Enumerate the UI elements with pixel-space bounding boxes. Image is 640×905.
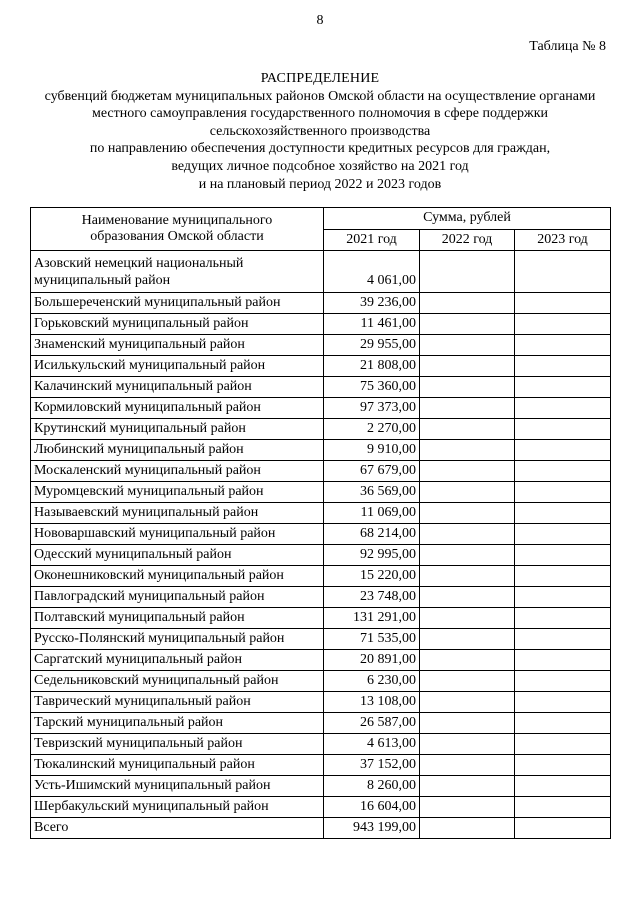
table-row bbox=[31, 734, 611, 755]
name-header-line: Наименование муниципального bbox=[81, 213, 273, 228]
amount-2022-cell bbox=[420, 734, 515, 755]
amount-2023-cell bbox=[515, 419, 611, 440]
amount-2021-cell: 71 535,00 bbox=[324, 629, 420, 650]
table-row bbox=[31, 650, 611, 671]
table-row bbox=[31, 629, 611, 650]
district-name-cell: Русско-Полянский муниципальный район bbox=[31, 629, 324, 650]
amount-2023-cell bbox=[515, 650, 611, 671]
amount-2021-cell: 37 152,00 bbox=[324, 755, 420, 776]
amount-2021-cell: 16 604,00 bbox=[324, 797, 420, 818]
amount-2023-cell bbox=[515, 482, 611, 503]
amount-2022-cell bbox=[420, 671, 515, 692]
amount-2023-cell bbox=[515, 587, 611, 608]
title-line: сельскохозяйственного производства bbox=[209, 123, 431, 139]
district-name-cell: Нововаршавский муниципальный район bbox=[31, 524, 324, 545]
amount-2021-cell: 29 955,00 bbox=[324, 335, 420, 356]
district-name-cell: Москаленский муниципальный район bbox=[31, 461, 324, 482]
table-row bbox=[31, 524, 611, 545]
amount-2023-cell bbox=[515, 629, 611, 650]
amount-2023-cell bbox=[515, 524, 611, 545]
title-line: субвенций бюджетам муниципальных районов Омской области на осуществление органами bbox=[44, 88, 596, 104]
document-title bbox=[30, 70, 610, 193]
amount-2021-cell: 75 360,00 bbox=[324, 377, 420, 398]
amount-2021-cell: 21 808,00 bbox=[324, 356, 420, 377]
district-name-cell: Тевризский муниципальный район bbox=[31, 734, 324, 755]
amount-2021-cell: 11 461,00 bbox=[324, 314, 420, 335]
district-name-cell: Большереченский муниципальный район bbox=[31, 293, 324, 314]
amount-2022-cell bbox=[420, 776, 515, 797]
name-header-line: образования Омской области bbox=[90, 229, 264, 244]
table-row bbox=[31, 419, 611, 440]
amount-2021-cell: 4 061,00 bbox=[324, 251, 420, 293]
title-line: местного самоуправления государственного полномочия в сфере поддержки bbox=[92, 106, 548, 122]
amount-2022-cell bbox=[420, 818, 515, 839]
amount-2022-cell bbox=[420, 587, 515, 608]
district-name-cell: Оконешниковский муниципальный район bbox=[31, 566, 324, 587]
table-row bbox=[31, 503, 611, 524]
table-body bbox=[31, 251, 611, 839]
table-row bbox=[31, 587, 611, 608]
amount-2023-cell bbox=[515, 671, 611, 692]
table-row bbox=[31, 335, 611, 356]
table-row bbox=[31, 797, 611, 818]
amount-2023-cell bbox=[515, 818, 611, 839]
amount-2021-cell: 23 748,00 bbox=[324, 587, 420, 608]
district-name-cell: Усть-Ишимский муниципальный район bbox=[31, 776, 324, 797]
amount-2021-cell: 13 108,00 bbox=[324, 692, 420, 713]
amount-2022-cell bbox=[420, 461, 515, 482]
column-header-year: 2021 год bbox=[324, 229, 420, 251]
amount-2022-cell bbox=[420, 377, 515, 398]
table-row bbox=[31, 818, 611, 839]
amount-2021-cell: 20 891,00 bbox=[324, 650, 420, 671]
amount-2023-cell bbox=[515, 293, 611, 314]
district-name-cell: Всего bbox=[31, 818, 324, 839]
page-number: 8 bbox=[316, 13, 324, 28]
table-row bbox=[31, 398, 611, 419]
table-label: Таблица № 8 bbox=[529, 39, 606, 54]
amount-2021-cell: 68 214,00 bbox=[324, 524, 420, 545]
district-name-cell: Павлоградский муниципальный район bbox=[31, 587, 324, 608]
amount-2023-cell bbox=[515, 356, 611, 377]
amount-2022-cell bbox=[420, 293, 515, 314]
table-row bbox=[31, 293, 611, 314]
amount-2021-cell: 36 569,00 bbox=[324, 482, 420, 503]
amount-2022-cell bbox=[420, 419, 515, 440]
table-row bbox=[31, 776, 611, 797]
title-line: по направлению обеспечения доступности кредитных ресурсов для граждан, bbox=[89, 141, 551, 157]
table-row bbox=[31, 482, 611, 503]
district-name-cell: Любинский муниципальный район bbox=[31, 440, 324, 461]
amount-2022-cell bbox=[420, 251, 515, 293]
amount-2023-cell bbox=[515, 251, 611, 293]
amount-2023-cell bbox=[515, 608, 611, 629]
amount-2021-cell: 26 587,00 bbox=[324, 713, 420, 734]
amount-2022-cell bbox=[420, 524, 515, 545]
district-name-cell: Седельниковский муниципальный район bbox=[31, 671, 324, 692]
table-row bbox=[31, 251, 611, 293]
amount-2021-cell: 8 260,00 bbox=[324, 776, 420, 797]
amount-2022-cell bbox=[420, 335, 515, 356]
amount-2022-cell bbox=[420, 545, 515, 566]
district-name-cell: Кормиловский муниципальный район bbox=[31, 398, 324, 419]
amount-2022-cell bbox=[420, 713, 515, 734]
amount-2022-cell bbox=[420, 440, 515, 461]
amount-2023-cell bbox=[515, 797, 611, 818]
table-row bbox=[31, 755, 611, 776]
amount-2021-cell: 131 291,00 bbox=[324, 608, 420, 629]
table-row bbox=[31, 377, 611, 398]
amount-2022-cell bbox=[420, 314, 515, 335]
amount-2021-cell: 97 373,00 bbox=[324, 398, 420, 419]
amount-2022-cell bbox=[420, 797, 515, 818]
title-line: ведущих личное подсобное хозяйство на 2021 год bbox=[171, 158, 469, 174]
district-name-cell: Тарский муниципальный район bbox=[31, 713, 324, 734]
amount-2022-cell bbox=[420, 503, 515, 524]
district-name-cell: Тюкалинский муниципальный район bbox=[31, 755, 324, 776]
table-row bbox=[31, 608, 611, 629]
column-header-year: 2023 год bbox=[515, 229, 611, 251]
district-name-cell: Одесский муниципальный район bbox=[31, 545, 324, 566]
amount-2021-cell: 943 199,00 bbox=[324, 818, 420, 839]
table-row bbox=[31, 356, 611, 377]
table-row bbox=[31, 314, 611, 335]
column-header-sum: Сумма, рублей bbox=[324, 208, 611, 230]
district-name-cell: Знаменский муниципальный район bbox=[31, 335, 324, 356]
amount-2023-cell bbox=[515, 440, 611, 461]
table-row bbox=[31, 461, 611, 482]
amount-2023-cell bbox=[515, 566, 611, 587]
amount-2021-cell: 4 613,00 bbox=[324, 734, 420, 755]
amount-2022-cell bbox=[420, 566, 515, 587]
amount-2021-cell: 92 995,00 bbox=[324, 545, 420, 566]
district-name-cell: Саргатский муниципальный район bbox=[31, 650, 324, 671]
district-name-cell: Крутинский муниципальный район bbox=[31, 419, 324, 440]
amount-2023-cell bbox=[515, 713, 611, 734]
district-name-cell: Калачинский муниципальный район bbox=[31, 377, 324, 398]
amount-2023-cell bbox=[515, 545, 611, 566]
amount-2023-cell bbox=[515, 335, 611, 356]
district-name-cell: Азовский немецкий национальный муниципальный район bbox=[31, 251, 324, 293]
column-header-name bbox=[31, 208, 324, 251]
column-header-year: 2022 год bbox=[420, 229, 515, 251]
amount-2023-cell bbox=[515, 755, 611, 776]
title-heading: РАСПРЕДЕЛЕНИЕ bbox=[260, 71, 380, 86]
table-row bbox=[31, 440, 611, 461]
district-name-cell: Полтавский муниципальный район bbox=[31, 608, 324, 629]
district-name-cell: Муромцевский муниципальный район bbox=[31, 482, 324, 503]
district-name-cell: Горьковский муниципальный район bbox=[31, 314, 324, 335]
amount-2022-cell bbox=[420, 356, 515, 377]
distribution-table bbox=[30, 207, 611, 839]
amount-2023-cell bbox=[515, 734, 611, 755]
amount-2022-cell bbox=[420, 692, 515, 713]
amount-2023-cell bbox=[515, 692, 611, 713]
amount-2022-cell bbox=[420, 482, 515, 503]
amount-2023-cell bbox=[515, 314, 611, 335]
amount-2021-cell: 39 236,00 bbox=[324, 293, 420, 314]
amount-2021-cell: 11 069,00 bbox=[324, 503, 420, 524]
table-row bbox=[31, 692, 611, 713]
title-line: и на плановый период 2022 и 2023 годов bbox=[198, 176, 442, 192]
amount-2023-cell bbox=[515, 776, 611, 797]
amount-2022-cell bbox=[420, 398, 515, 419]
amount-2021-cell: 15 220,00 bbox=[324, 566, 420, 587]
amount-2021-cell: 67 679,00 bbox=[324, 461, 420, 482]
amount-2021-cell: 2 270,00 bbox=[324, 419, 420, 440]
amount-2022-cell bbox=[420, 650, 515, 671]
district-name-cell: Называевский муниципальный район bbox=[31, 503, 324, 524]
table-row bbox=[31, 671, 611, 692]
amount-2023-cell bbox=[515, 398, 611, 419]
table-row bbox=[31, 713, 611, 734]
table-row bbox=[31, 545, 611, 566]
district-name-cell: Таврический муниципальный район bbox=[31, 692, 324, 713]
amount-2022-cell bbox=[420, 629, 515, 650]
table-row bbox=[31, 566, 611, 587]
amount-2023-cell bbox=[515, 503, 611, 524]
district-name-cell: Исилькульский муниципальный район bbox=[31, 356, 324, 377]
amount-2022-cell bbox=[420, 755, 515, 776]
amount-2021-cell: 9 910,00 bbox=[324, 440, 420, 461]
amount-2022-cell bbox=[420, 608, 515, 629]
district-name-cell: Шербакульский муниципальный район bbox=[31, 797, 324, 818]
amount-2023-cell bbox=[515, 461, 611, 482]
amount-2023-cell bbox=[515, 377, 611, 398]
amount-2021-cell: 6 230,00 bbox=[324, 671, 420, 692]
